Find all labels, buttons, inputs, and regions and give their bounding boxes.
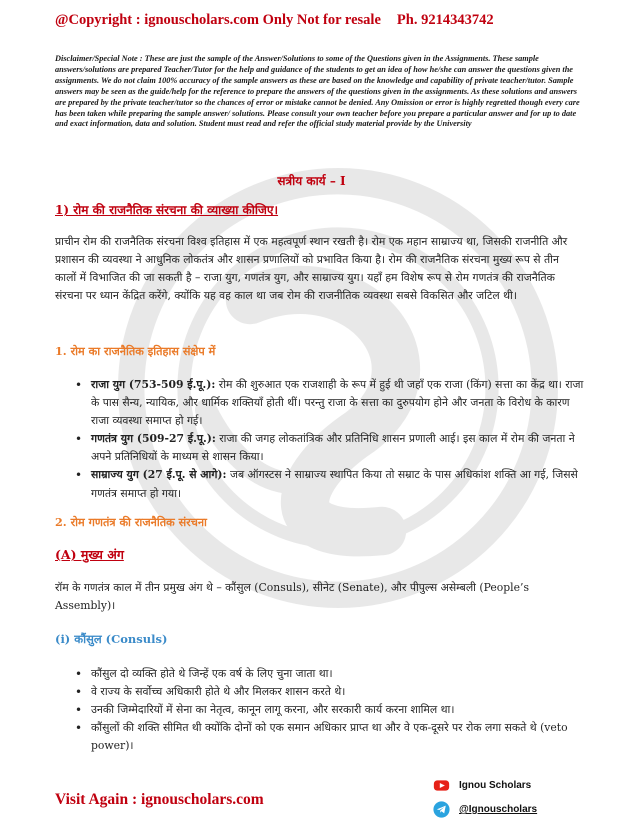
telegram-label: @Ignouscholars	[459, 804, 538, 815]
intro-paragraph: प्राचीन रोम की राजनैतिक संरचना विश्व इतिहास में एक महत्वपूर्ण स्थान रखती है। रोम एक महान साम्राज्य था, जिसकी राजनीति और प्रशासन की व्यवस्था ने आधुनिक लोकतंत्र और शासन प्रणालियों को प्रभावित किया है। रोम की राजनैतिक संरचना मुख्य रूप से तीन कालों में विभाजित की जा सकती है – राजा युग, गणतंत्र युग, और साम्राज्य युग। यहाँ हम विशेष रूप से रोम गणतंत्र की राजनैतिक संरचना पर ध्यान केंद्रित करेंगे, क्योंकि यह वह काल था जब रोम की राजनीतिक व्यवस्था सबसे विकसित और जटिल थी।	[55, 235, 568, 303]
structure-heading: 2. रोम गणतंत्र की राजनैतिक संरचना	[55, 515, 207, 529]
history-list	[55, 376, 585, 503]
list-item-text: रोम की शुरुआत एक राजशाही के रूप में हुई थी जहाँ एक राजा (किंग) सत्ता का केंद्र था। राजा के पास सैन्य, न्यायिक, और धार्मिक शक्तियाँ होती थीं। परन्तु राजा के सत्ता का दुरुपयोग होने और जनता के विरोध के कारण राजा व्यवस्था समाप्त हो गई।	[91, 378, 584, 428]
question-title: 1) रोम की राजनैतिक संरचना की व्याख्या कीजिए।	[55, 203, 279, 217]
phone-text: Ph. 9214343742	[396, 12, 494, 28]
telegram-icon	[433, 801, 450, 818]
main-organs-paragraph: रॉम के गणतंत्र काल में तीन प्रमुख अंग थे – कौंसुल (Consuls), सीनेट (Senate), और पीपुल्स असेम्बली (People’s Assembly)।	[55, 581, 529, 613]
page-header	[55, 12, 595, 29]
list-item: • उनकी जिम्मेदारियों में सेना का नेतृत्व, कानून लागू करना, और सरकारी कार्य करना शामिल था।	[55, 701, 585, 719]
section-title: सत्रीय कार्य – I	[277, 174, 346, 188]
list-item: • कौंसुल दो व्यक्ति होते थे जिन्हें एक वर्ष के लिए चुना जाता था।	[55, 665, 585, 683]
list-item	[55, 466, 585, 502]
list-item-term: गणतंत्र युग (509-27 ई.पू.):	[91, 432, 216, 446]
list-item-text: राजा की जगह लोकतांत्रिक और प्रतिनिधि शासन प्रणाली आई। इस काल में रोम की जनता ने अपने प्रतिनिधियों के माध्यम से शासन किया।	[91, 432, 575, 464]
main-organs-heading: (A) मुख्य अंग	[55, 547, 124, 562]
youtube-link[interactable]	[433, 777, 613, 794]
history-heading: 1. रोम का राजनैतिक इतिहास संक्षेप में	[55, 344, 216, 358]
list-item-term: राजा युग (753-509 ई.पू.):	[91, 378, 216, 391]
youtube-label: Ignou Scholars	[459, 780, 532, 791]
list-item: • वे राज्य के सर्वोच्च अधिकारी होते थे और मिलकर शासन करते थे।	[55, 683, 585, 701]
visit-again-link[interactable]: Visit Again : ignouscholars.com	[55, 791, 264, 808]
list-item-text: जब ऑगस्टस ने साम्राज्य स्थापित किया तो सम्राट के पास अधिकांश शक्ति आ गई, जिससे गणतंत्र समाप्त हो गया।	[91, 468, 578, 500]
consuls-list	[55, 665, 585, 755]
copyright-text: @Copyright : ignouscholars.com Only Not for resale	[55, 12, 381, 28]
list-item: • कौंसुलों की शक्ति सीमित थी क्योंकि दोनों को एक समान अधिकार प्राप्त था और वे एक-दूसरे पर रोक लगा सकते थे (veto power)।	[55, 719, 585, 755]
consuls-heading: (i) कौंसुल (Consuls)	[55, 632, 168, 646]
list-item	[55, 376, 585, 430]
telegram-link[interactable]	[433, 801, 613, 818]
youtube-icon	[433, 777, 450, 794]
list-item	[55, 430, 585, 466]
list-item-term: साम्राज्य युग (27 ई.पू. से आगे):	[91, 468, 227, 482]
disclaimer: Disclaimer/Special Note : These are just the sample of the Answer/Solutions to some of the Questions given in the Assignments. These sample answers/solutions are prepared Teacher/Tutor for the help and guidance of the students to get an idea of how he/she can answer the questions given the assignments. We do not claim 100% accuracy of the sample answers as these are based on the knowledge and capability of private teacher/tutor. Sample answers may be seen as the guide/help for the reference to prepare the answers of the questions given in the assignments. As these solutions and answers are prepared by the private teacher/tutor so the chances of error or mistake cannot be denied. Any Omission or error is highly regretted though every care has been taken while preparing the sample answer/ solutions. Please consult your own teacher before you prepare a particular answer and for up to date and exact information, data and solution. Student must read and refer the official study material provide by the University	[55, 54, 580, 129]
